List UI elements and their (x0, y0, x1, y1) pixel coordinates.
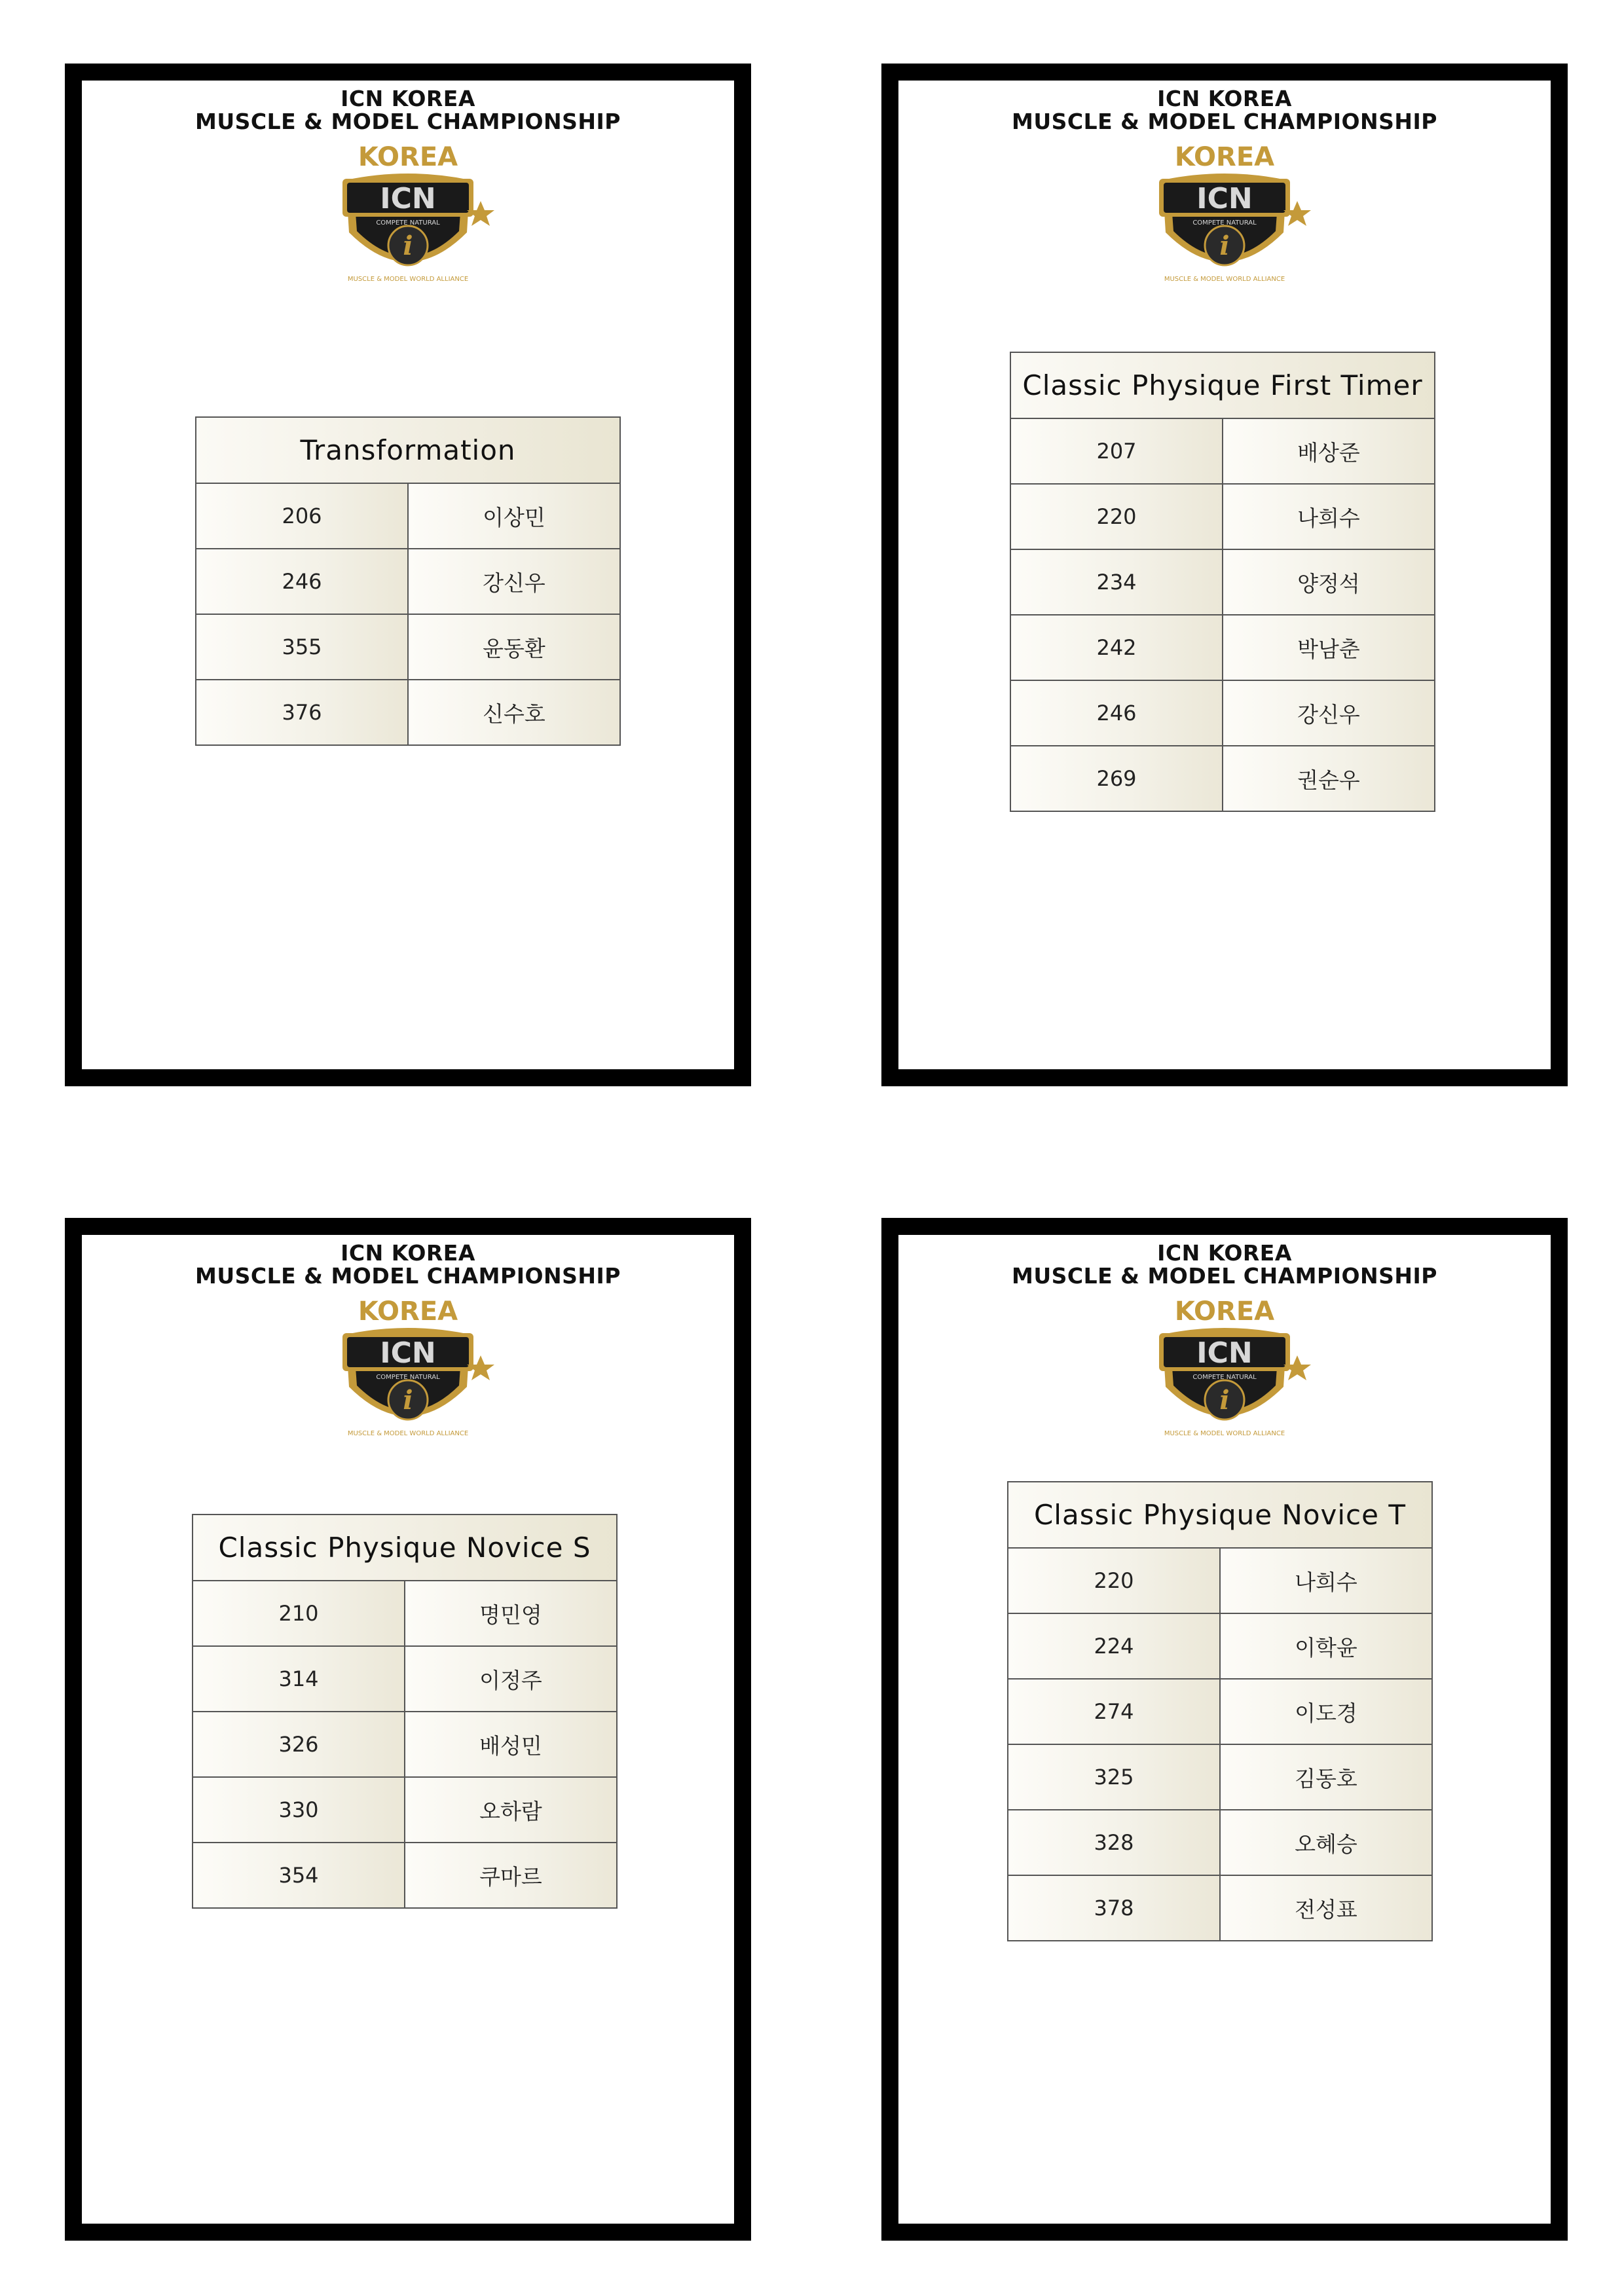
svg-text:i: i (1219, 1385, 1230, 1416)
entries-table (1010, 352, 1435, 812)
entry-card (881, 1218, 1568, 2241)
svg-text:KOREA: KOREA (1174, 142, 1275, 172)
table-row (1008, 1744, 1432, 1810)
athlete-name: 이학윤 (1220, 1613, 1432, 1679)
entries-table (192, 1514, 618, 1909)
athlete-number: 376 (196, 680, 408, 745)
athlete-name: 오혜승 (1220, 1810, 1432, 1875)
icn-korea-logo (320, 1295, 496, 1452)
athlete-number: 269 (1010, 746, 1223, 811)
athlete-name: 나희수 (1223, 484, 1435, 549)
athlete-number: 328 (1008, 1810, 1220, 1875)
svg-text:i: i (403, 230, 413, 261)
table-row (1010, 746, 1435, 811)
svg-text:KOREA: KOREA (358, 142, 458, 172)
header-line-1: ICN KOREA (1157, 86, 1292, 111)
table-row (1010, 549, 1435, 615)
card-header (898, 87, 1551, 133)
card-header (82, 1241, 734, 1287)
svg-text:MUSCLE & MODEL WORLD ALLIANCE: MUSCLE & MODEL WORLD ALLIANCE (1164, 276, 1285, 283)
athlete-number: 246 (196, 549, 408, 614)
athlete-number: 326 (193, 1712, 405, 1777)
athlete-number: 325 (1008, 1744, 1220, 1810)
athlete-name: 김동호 (1220, 1744, 1432, 1810)
category-title: Classic Physique First Timer (1010, 352, 1435, 418)
athlete-name: 강신우 (1223, 680, 1435, 746)
athlete-number: 246 (1010, 680, 1223, 746)
table-row (193, 1777, 617, 1843)
athlete-name: 박남춘 (1223, 615, 1435, 680)
athlete-name: 이도경 (1220, 1679, 1432, 1744)
table-row (1008, 1548, 1432, 1613)
svg-text:KOREA: KOREA (358, 1296, 458, 1327)
header-line-1: ICN KOREA (341, 86, 475, 111)
entries-table (1007, 1481, 1433, 1941)
table-row (193, 1843, 617, 1908)
entry-card (881, 64, 1568, 1086)
athlete-name: 윤동환 (408, 614, 620, 680)
header-line-2: MUSCLE & MODEL CHAMPIONSHIP (195, 1263, 621, 1289)
card-header (82, 87, 734, 133)
entry-card (65, 64, 751, 1086)
table-row (1008, 1679, 1432, 1744)
header-line-2: MUSCLE & MODEL CHAMPIONSHIP (195, 109, 621, 134)
athlete-number: 224 (1008, 1613, 1220, 1679)
athlete-name: 배성민 (405, 1712, 617, 1777)
table-row (196, 680, 620, 745)
table-row (196, 483, 620, 549)
table-row (193, 1581, 617, 1646)
athlete-number: 207 (1010, 418, 1223, 484)
header-line-2: MUSCLE & MODEL CHAMPIONSHIP (1012, 1263, 1437, 1289)
athlete-name: 명민영 (405, 1581, 617, 1646)
entry-card (65, 1218, 751, 2241)
athlete-number: 242 (1010, 615, 1223, 680)
svg-text:COMPETE NATURAL: COMPETE NATURAL (376, 219, 440, 227)
header-line-2: MUSCLE & MODEL CHAMPIONSHIP (1012, 109, 1437, 134)
athlete-number: 378 (1008, 1875, 1220, 1941)
athlete-number: 206 (196, 483, 408, 549)
athlete-name: 신수호 (408, 680, 620, 745)
svg-text:MUSCLE & MODEL WORLD ALLIANCE: MUSCLE & MODEL WORLD ALLIANCE (1164, 1430, 1285, 1437)
athlete-number: 220 (1008, 1548, 1220, 1613)
category-title: Classic Physique Novice S (193, 1515, 617, 1581)
table-row (1010, 418, 1435, 484)
table-row (1010, 615, 1435, 680)
athlete-number: 274 (1008, 1679, 1220, 1744)
athlete-number: 210 (193, 1581, 405, 1646)
svg-text:i: i (1219, 230, 1230, 261)
svg-text:i: i (403, 1385, 413, 1416)
header-line-1: ICN KOREA (1157, 1240, 1292, 1266)
table-row (196, 549, 620, 614)
table-row (1008, 1613, 1432, 1679)
svg-text:COMPETE NATURAL: COMPETE NATURAL (1192, 219, 1257, 227)
table-row (193, 1646, 617, 1712)
svg-text:ICN: ICN (380, 1336, 436, 1370)
svg-text:ICN: ICN (380, 182, 436, 215)
icn-korea-logo (320, 141, 496, 298)
table-row (196, 614, 620, 680)
category-title: Transformation (196, 417, 620, 483)
svg-text:ICN: ICN (1196, 182, 1253, 215)
header-line-1: ICN KOREA (341, 1240, 475, 1266)
svg-text:ICN: ICN (1196, 1336, 1253, 1370)
category-title: Classic Physique Novice T (1008, 1482, 1432, 1548)
table-row (1010, 680, 1435, 746)
icn-korea-logo (1136, 141, 1313, 298)
athlete-name: 이상민 (408, 483, 620, 549)
svg-text:COMPETE NATURAL: COMPETE NATURAL (1192, 1374, 1257, 1381)
svg-text:MUSCLE & MODEL WORLD ALLIANCE: MUSCLE & MODEL WORLD ALLIANCE (347, 276, 469, 283)
table-row (193, 1712, 617, 1777)
svg-text:MUSCLE & MODEL WORLD ALLIANCE: MUSCLE & MODEL WORLD ALLIANCE (347, 1430, 469, 1437)
athlete-name: 이정주 (405, 1646, 617, 1712)
table-row (1008, 1875, 1432, 1941)
athlete-number: 234 (1010, 549, 1223, 615)
athlete-name: 배상준 (1223, 418, 1435, 484)
svg-text:KOREA: KOREA (1174, 1296, 1275, 1327)
card-header (898, 1241, 1551, 1287)
athlete-name: 권순우 (1223, 746, 1435, 811)
icn-korea-logo (1136, 1295, 1313, 1452)
athlete-name: 전성표 (1220, 1875, 1432, 1941)
athlete-name: 오하람 (405, 1777, 617, 1843)
svg-text:COMPETE NATURAL: COMPETE NATURAL (376, 1374, 440, 1381)
athlete-number: 355 (196, 614, 408, 680)
athlete-name: 강신우 (408, 549, 620, 614)
athlete-number: 220 (1010, 484, 1223, 549)
athlete-name: 쿠마르 (405, 1843, 617, 1908)
athlete-name: 나희수 (1220, 1548, 1432, 1613)
entries-table (195, 416, 621, 746)
athlete-number: 354 (193, 1843, 405, 1908)
athlete-name: 양정석 (1223, 549, 1435, 615)
table-row (1010, 484, 1435, 549)
table-row (1008, 1810, 1432, 1875)
athlete-number: 314 (193, 1646, 405, 1712)
athlete-number: 330 (193, 1777, 405, 1843)
